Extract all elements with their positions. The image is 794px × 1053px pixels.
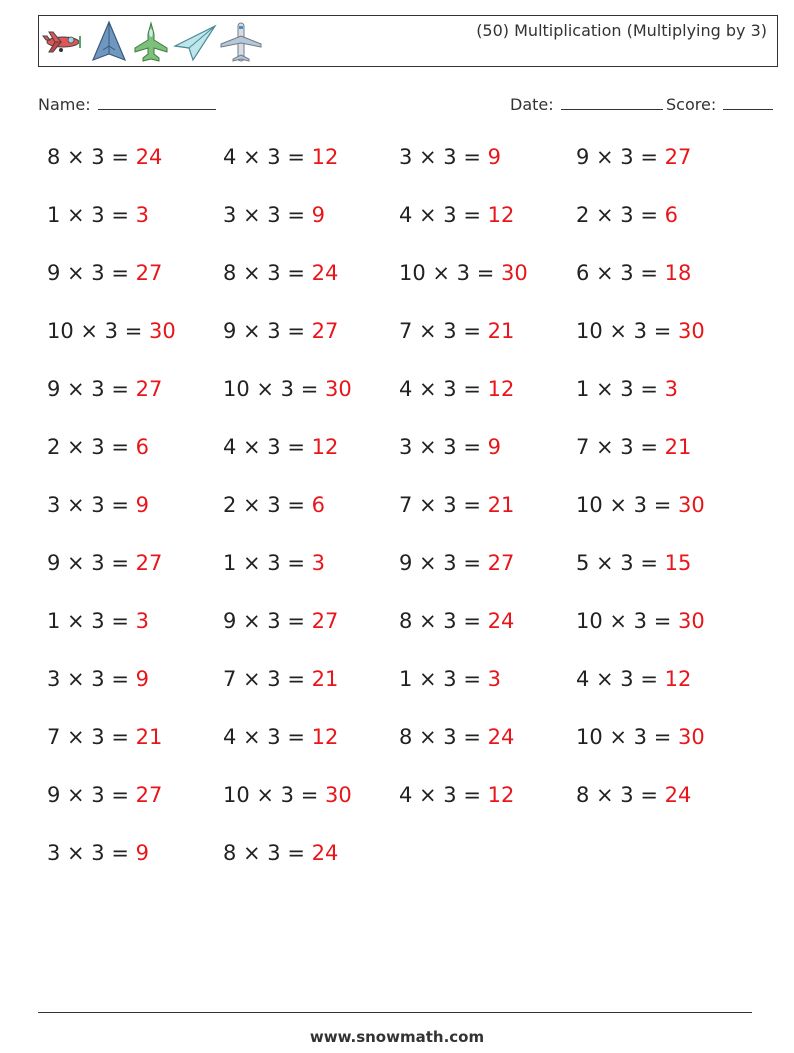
problem-item: [576, 548, 691, 578]
problem-answer: 27: [311, 319, 339, 343]
problem-question: 9 × 3 =: [47, 261, 136, 285]
problem-question: 10 × 3 =: [576, 609, 678, 633]
problem-item: [223, 258, 338, 288]
score-blank: [723, 93, 773, 110]
problem-item: [47, 258, 162, 288]
problem-answer: 30: [500, 261, 528, 285]
problem-question: 1 × 3 =: [399, 667, 488, 691]
problem-question: 9 × 3 =: [47, 783, 136, 807]
header-box: [38, 15, 778, 67]
date-label: Date:: [510, 95, 554, 114]
problem-answer: 12: [311, 435, 339, 459]
problem-answer: 3: [664, 377, 678, 401]
problem-question: 9 × 3 =: [223, 609, 312, 633]
date-blank: [561, 93, 663, 110]
problem-item: [47, 200, 149, 230]
problem-question: 3 × 3 =: [47, 841, 136, 865]
problem-answer: 12: [487, 783, 515, 807]
problem-answer: 21: [487, 319, 515, 343]
problem-question: 6 × 3 =: [576, 261, 665, 285]
problem-answer: 30: [677, 493, 705, 517]
problem-question: 7 × 3 =: [47, 725, 136, 749]
problem-answer: 24: [487, 609, 515, 633]
problem-question: 4 × 3 =: [223, 435, 312, 459]
problem-item: [576, 200, 678, 230]
problem-question: 4 × 3 =: [399, 203, 488, 227]
problem-item: [576, 606, 705, 636]
problem-answer: 15: [664, 551, 692, 575]
problem-answer: 27: [135, 783, 163, 807]
problem-answer: 9: [487, 145, 501, 169]
problem-item: [223, 200, 325, 230]
problem-question: 9 × 3 =: [47, 551, 136, 575]
problem-item: [47, 664, 149, 694]
problem-answer: 12: [664, 667, 692, 691]
problem-item: [47, 722, 162, 752]
problem-answer: 6: [135, 435, 149, 459]
problem-item: [576, 722, 705, 752]
problem-question: 4 × 3 =: [223, 145, 312, 169]
problem-answer: 30: [677, 725, 705, 749]
problem-answer: 3: [135, 203, 149, 227]
problem-item: [47, 838, 149, 868]
problem-item: [399, 432, 501, 462]
problem-answer: 24: [664, 783, 692, 807]
problem-item: [576, 780, 691, 810]
problem-item: [47, 490, 149, 520]
fighter-jet-icon: [131, 20, 171, 64]
problem-item: [399, 780, 514, 810]
problem-answer: 24: [311, 261, 339, 285]
propeller-plane-icon: [41, 22, 87, 62]
problem-answer: 24: [135, 145, 163, 169]
problem-item: [576, 316, 705, 346]
problem-question: 2 × 3 =: [223, 493, 312, 517]
problem-answer: 30: [324, 377, 352, 401]
problem-question: 8 × 3 =: [576, 783, 665, 807]
problem-question: 9 × 3 =: [47, 377, 136, 401]
problem-item: [47, 780, 162, 810]
problem-answer: 6: [311, 493, 325, 517]
problem-question: 3 × 3 =: [223, 203, 312, 227]
problem-question: 7 × 3 =: [223, 667, 312, 691]
problem-item: [399, 490, 514, 520]
problem-answer: 3: [487, 667, 501, 691]
problem-item: [223, 432, 338, 462]
problem-answer: 24: [311, 841, 339, 865]
problem-item: [576, 664, 691, 694]
problem-question: 7 × 3 =: [399, 319, 488, 343]
problem-answer: 9: [135, 493, 149, 517]
problem-item: [399, 374, 514, 404]
problem-answer: 30: [677, 319, 705, 343]
problem-item: [399, 258, 528, 288]
problem-item: [223, 548, 325, 578]
problem-question: 1 × 3 =: [576, 377, 665, 401]
problem-question: 10 × 3 =: [576, 725, 678, 749]
date-field: [510, 93, 663, 114]
problem-answer: 6: [664, 203, 678, 227]
problem-question: 10 × 3 =: [47, 319, 149, 343]
problem-answer: 9: [487, 435, 501, 459]
problem-question: 5 × 3 =: [576, 551, 665, 575]
footer-url: www.snowmath.com: [309, 1028, 485, 1046]
worksheet-title: (50) Multiplication (Multiplying by 3): [476, 21, 767, 40]
problem-item: [223, 606, 338, 636]
problem-item: [223, 838, 338, 868]
problem-item: [399, 200, 514, 230]
problem-answer: 3: [311, 551, 325, 575]
problem-item: [47, 316, 176, 346]
problem-question: 7 × 3 =: [399, 493, 488, 517]
problem-item: [576, 432, 691, 462]
problem-question: 10 × 3 =: [576, 493, 678, 517]
problem-item: [223, 142, 338, 172]
passenger-plane-icon: [219, 20, 263, 64]
problem-item: [576, 142, 691, 172]
problem-answer: 27: [664, 145, 692, 169]
problem-answer: 27: [311, 609, 339, 633]
problem-item: [576, 374, 678, 404]
problem-question: 4 × 3 =: [576, 667, 665, 691]
problem-question: 7 × 3 =: [576, 435, 665, 459]
problem-question: 2 × 3 =: [576, 203, 665, 227]
problem-question: 10 × 3 =: [399, 261, 501, 285]
problem-question: 4 × 3 =: [223, 725, 312, 749]
problem-answer: 30: [324, 783, 352, 807]
problem-question: 3 × 3 =: [47, 667, 136, 691]
score-field: [666, 93, 773, 114]
problem-item: [47, 432, 149, 462]
problem-answer: 21: [135, 725, 163, 749]
problem-item: [223, 722, 338, 752]
problem-item: [576, 258, 691, 288]
problem-answer: 21: [487, 493, 515, 517]
problem-answer: 18: [664, 261, 692, 285]
problem-answer: 27: [135, 377, 163, 401]
icon-strip: [41, 20, 263, 64]
name-field: [38, 93, 216, 114]
problem-item: [399, 548, 514, 578]
problem-item: [399, 316, 514, 346]
problem-question: 1 × 3 =: [223, 551, 312, 575]
score-label: Score:: [666, 95, 717, 114]
problem-item: [399, 606, 514, 636]
problem-answer: 30: [677, 609, 705, 633]
problem-item: [223, 316, 338, 346]
problem-item: [223, 664, 338, 694]
problem-question: 3 × 3 =: [399, 435, 488, 459]
problem-question: 3 × 3 =: [399, 145, 488, 169]
problem-question: 3 × 3 =: [47, 493, 136, 517]
problem-item: [399, 722, 514, 752]
problem-item: [47, 142, 162, 172]
problem-question: 10 × 3 =: [223, 377, 325, 401]
problem-question: 1 × 3 =: [47, 609, 136, 633]
problem-question: 8 × 3 =: [399, 609, 488, 633]
problem-question: 8 × 3 =: [223, 261, 312, 285]
problem-answer: 9: [311, 203, 325, 227]
problem-question: 4 × 3 =: [399, 377, 488, 401]
problem-question: 8 × 3 =: [399, 725, 488, 749]
problem-answer: 12: [487, 203, 515, 227]
problem-item: [399, 664, 501, 694]
name-blank: [98, 93, 216, 110]
problem-answer: 12: [311, 145, 339, 169]
problem-answer: 21: [311, 667, 339, 691]
paper-plane-icon: [173, 22, 217, 62]
problem-answer: 27: [135, 551, 163, 575]
problem-question: 8 × 3 =: [47, 145, 136, 169]
problem-answer: 27: [135, 261, 163, 285]
problem-item: [399, 142, 501, 172]
problem-answer: 24: [487, 725, 515, 749]
problem-answer: 12: [311, 725, 339, 749]
problem-question: 9 × 3 =: [576, 145, 665, 169]
problem-answer: 9: [135, 667, 149, 691]
problem-item: [47, 606, 149, 636]
footer-divider: [38, 1012, 752, 1013]
problem-question: 8 × 3 =: [223, 841, 312, 865]
problem-item: [223, 374, 352, 404]
problem-answer: 12: [487, 377, 515, 401]
problem-question: 9 × 3 =: [223, 319, 312, 343]
problem-item: [223, 780, 352, 810]
problem-question: 1 × 3 =: [47, 203, 136, 227]
problem-item: [47, 374, 162, 404]
name-label: Name:: [38, 95, 91, 114]
problem-question: 4 × 3 =: [399, 783, 488, 807]
stealth-jet-icon: [89, 20, 129, 64]
problem-answer: 27: [487, 551, 515, 575]
problem-question: 10 × 3 =: [223, 783, 325, 807]
problem-item: [223, 490, 325, 520]
problem-question: 9 × 3 =: [399, 551, 488, 575]
problem-answer: 30: [148, 319, 176, 343]
problem-question: 10 × 3 =: [576, 319, 678, 343]
problem-item: [576, 490, 705, 520]
problem-item: [47, 548, 162, 578]
problem-answer: 3: [135, 609, 149, 633]
problem-question: 2 × 3 =: [47, 435, 136, 459]
problem-answer: 9: [135, 841, 149, 865]
problem-answer: 21: [664, 435, 692, 459]
